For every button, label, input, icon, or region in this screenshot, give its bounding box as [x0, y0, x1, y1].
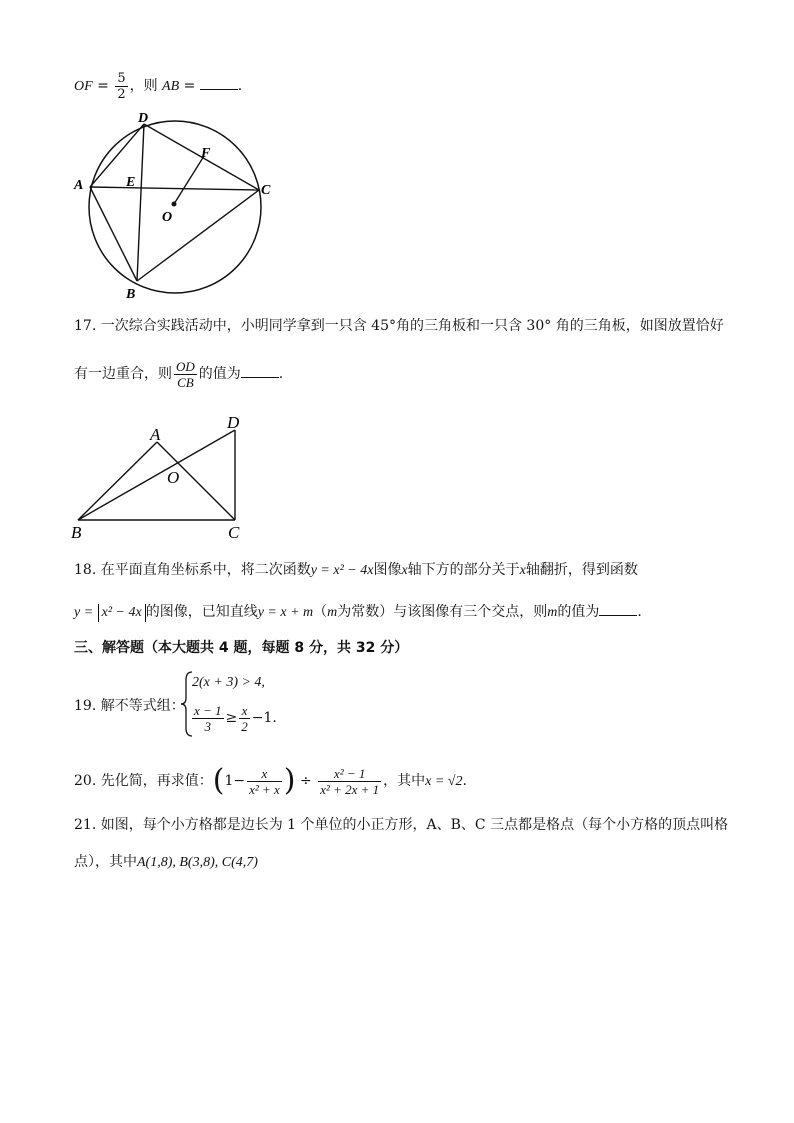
q20-number: 20.: [74, 773, 97, 789]
q19-frac-right-den: 2: [241, 718, 248, 734]
q17-frac-den: CB: [177, 374, 194, 390]
q19-inequality-1: 2(x + 3) > 4,: [192, 675, 265, 690]
q20-frac-1: [247, 766, 282, 797]
label-c: C: [228, 523, 240, 542]
q18-text1d: 轴翻折，得到函数: [525, 562, 638, 578]
q18-number: 18.: [74, 562, 97, 578]
q19-op: ≥: [225, 710, 238, 726]
q18-text1a: 在平面直角坐标系中，将二次函数: [100, 562, 311, 578]
q16-eq2: =: [183, 78, 196, 94]
chord-bc: [137, 190, 259, 281]
label-o: O: [162, 210, 173, 225]
label-b: B: [71, 523, 82, 542]
q16-frac-den: 2: [117, 86, 126, 102]
q21-number: 21.: [74, 817, 97, 833]
q16-eq: =: [97, 78, 109, 94]
q20-line: [74, 759, 467, 803]
q19-frac-left-den: 3: [204, 718, 212, 734]
q18-line2: [74, 601, 642, 623]
q16-frac-num: 5: [117, 70, 126, 86]
q20-frac-1-num: x: [247, 766, 282, 782]
q20-label: 先化简，再求值：: [100, 773, 213, 789]
q16-end: .: [237, 78, 243, 94]
q19-inequality-2: [190, 698, 277, 738]
q20-tail: ，其中: [383, 773, 426, 789]
q20-right-paren: ): [283, 763, 296, 798]
q17-number: 17.: [74, 318, 97, 334]
q16-lhs: OF: [74, 79, 93, 94]
q18-abs-expr: x² − 4x: [98, 604, 146, 622]
q19-label: 解不等式组：: [100, 698, 185, 714]
q19-frac-right-num: x: [239, 703, 250, 719]
q17-fraction: [174, 359, 197, 390]
q19-frac-left-num: x − 1: [194, 702, 222, 718]
label-e: E: [126, 175, 136, 190]
chord-db: [137, 124, 144, 281]
label-f: F: [201, 146, 211, 161]
q16-target: AB: [162, 79, 180, 94]
q18-line1: [74, 560, 638, 581]
q20-x-value: x = √2: [425, 774, 463, 789]
q17-end: .: [278, 366, 284, 382]
q17-answer-blank[interactable]: [241, 363, 279, 378]
q18-text2a: 的图像，已知直线: [145, 604, 258, 620]
q18-x-var: x: [401, 563, 408, 578]
q18-func: y = x² − 4x: [310, 563, 374, 578]
q18-m-var2: m: [547, 605, 558, 620]
q21-line1: [74, 815, 728, 835]
q20-div: ÷: [299, 773, 312, 789]
q17-triangle-figure: [68, 410, 258, 545]
q16-circle-figure: [68, 105, 288, 305]
q20-frac-2: [318, 766, 381, 797]
section-3-heading: 三、解答题（本大题共 4 题，每题 8 分，共 32 分）: [74, 640, 409, 656]
q17-frac-num: OD: [176, 358, 195, 374]
q18-x-var2: x: [519, 563, 526, 578]
label-d: D: [138, 111, 149, 126]
q17-line2: [74, 354, 283, 394]
q18-text1c: 轴下方的部分关于: [407, 562, 520, 578]
q21-points: A(1,8), B(3,8), C(4,7): [137, 855, 258, 870]
q21-text1: 如图，每个小方格都是边长为 1 个单位的小正方形，A、B、C 三点都是格点（每个小方格的顶点叫格: [100, 817, 729, 833]
label-d: D: [227, 413, 240, 432]
segment-of: [174, 156, 204, 204]
q19-frac-right: [239, 703, 250, 734]
label-o: O: [167, 468, 180, 487]
q20-frac-1-den: x² + x: [249, 781, 280, 797]
q19-tail: −1.: [251, 710, 277, 726]
q18-y-eq: y =: [74, 605, 94, 620]
q19-label-line: [74, 696, 185, 716]
q19-frac-left: [192, 703, 224, 734]
chord-ac: [90, 187, 259, 190]
q20-end: .: [462, 773, 467, 789]
chord-ad: [90, 124, 144, 187]
q18-end: .: [637, 604, 642, 620]
q17-line1: [74, 316, 724, 336]
label-a: A: [150, 425, 161, 444]
q21-text2-pre: 点），其中: [74, 854, 137, 870]
q16-mid: ，则: [129, 78, 158, 94]
q18-text2b: （: [313, 604, 328, 620]
q18-text2d: 的值为: [557, 604, 600, 620]
center-point-o: [172, 202, 177, 207]
q20-frac-2-num: x² − 1: [318, 766, 381, 782]
q18-text2c: 为常数）与该图像有三个交点，则: [337, 604, 548, 620]
q20-left-paren: (: [212, 763, 225, 798]
q16-fraction: [115, 71, 127, 102]
q18-answer-blank[interactable]: [599, 601, 637, 616]
q20-frac-2-den: x² + 2x + 1: [320, 781, 380, 797]
q16-answer-blank[interactable]: [200, 75, 238, 90]
q17-text1: 一次综合实践活动中，小明同学拿到一只含 45°角的三角板和一只含 30° 角的三角板，如图放置恰好: [100, 318, 724, 334]
q19-number: 19.: [74, 698, 97, 714]
q21-line2: [74, 852, 258, 873]
label-a: A: [74, 178, 84, 193]
q18-m-var: m: [327, 605, 338, 620]
label-c: C: [261, 183, 271, 198]
label-b: B: [126, 287, 136, 302]
q17-text2-post: 的值为: [198, 366, 241, 382]
q17-text2-pre: 有一边重合，则: [74, 366, 172, 382]
q16-answer-line: [74, 68, 242, 104]
q20-one-minus: 1−: [224, 773, 246, 789]
q18-text1b: 图像: [373, 562, 402, 578]
q18-line-eq: y = x + m: [257, 605, 314, 620]
